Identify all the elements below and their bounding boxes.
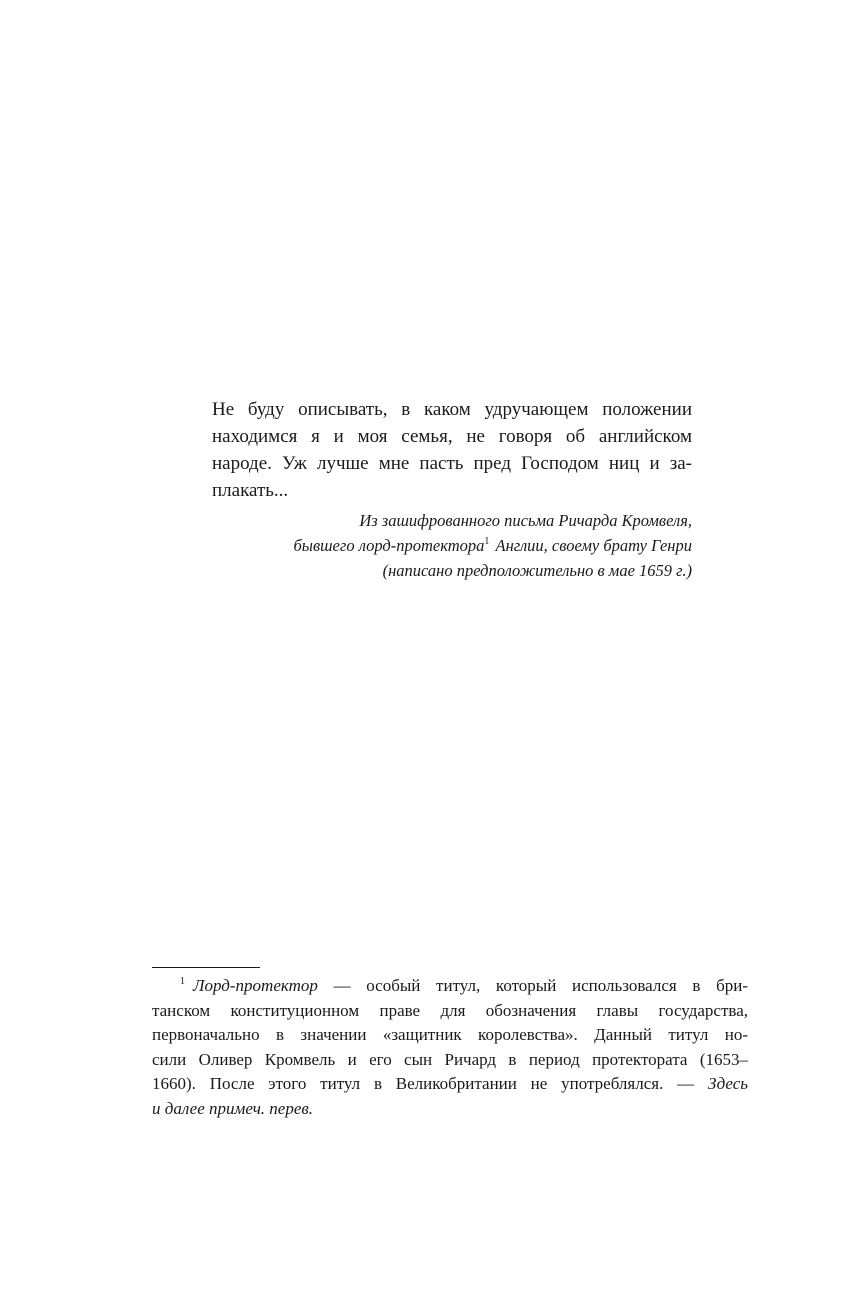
epigraph-line: народе. Уж лучше мне пасть пред Господом ниц и за- <box>212 453 692 474</box>
footnote-text: 1660). После этого титул в Великобритании не употреблялся. — <box>152 1074 708 1093</box>
footnote-line <box>152 1072 748 1097</box>
footnote-line: танском конституционном праве для обозначения главы государства, <box>152 1000 748 1020</box>
footnote-italic: Здесь <box>707 1074 748 1093</box>
attribution-text: бывшего лорд-протектора <box>293 536 485 555</box>
attribution-line <box>212 533 692 558</box>
attribution-line: Из зашифрованного письма Ричарда Кромвеля, <box>359 511 692 530</box>
footnote-line <box>152 974 748 999</box>
epigraph <box>212 396 692 583</box>
epigraph-line: плакать... <box>212 480 289 501</box>
footnote-text: — особый титул, который использовался в бри- <box>317 976 748 995</box>
epigraph-text <box>212 396 692 504</box>
epigraph-line: находимся я и моя семья, не говоря об английском <box>212 426 692 447</box>
footnote <box>152 974 748 1121</box>
attribution-text: Англии, своему брату Генри <box>491 536 692 555</box>
epigraph-line: Не буду описывать, в каком удручающем положении <box>212 399 692 420</box>
footnote-line: первоначально в значении «защитник королевства». Данный титул но- <box>152 1025 748 1044</box>
footnote-italic: и далее примеч. перев. <box>152 1098 314 1118</box>
epigraph-attribution <box>212 508 692 583</box>
footnote-mark: 1 <box>180 976 185 987</box>
footnote-line <box>152 1097 748 1122</box>
footnote-reference[interactable]: 1 <box>484 536 490 547</box>
footnote-term: Лорд-протектор <box>193 976 318 995</box>
footnote-divider <box>152 967 260 968</box>
attribution-line: (написано предположительно в мае 1659 г.) <box>382 561 692 580</box>
footnote-line: сили Оливер Кромвель и его сын Ричард в период протектората (1653– <box>152 1049 748 1069</box>
